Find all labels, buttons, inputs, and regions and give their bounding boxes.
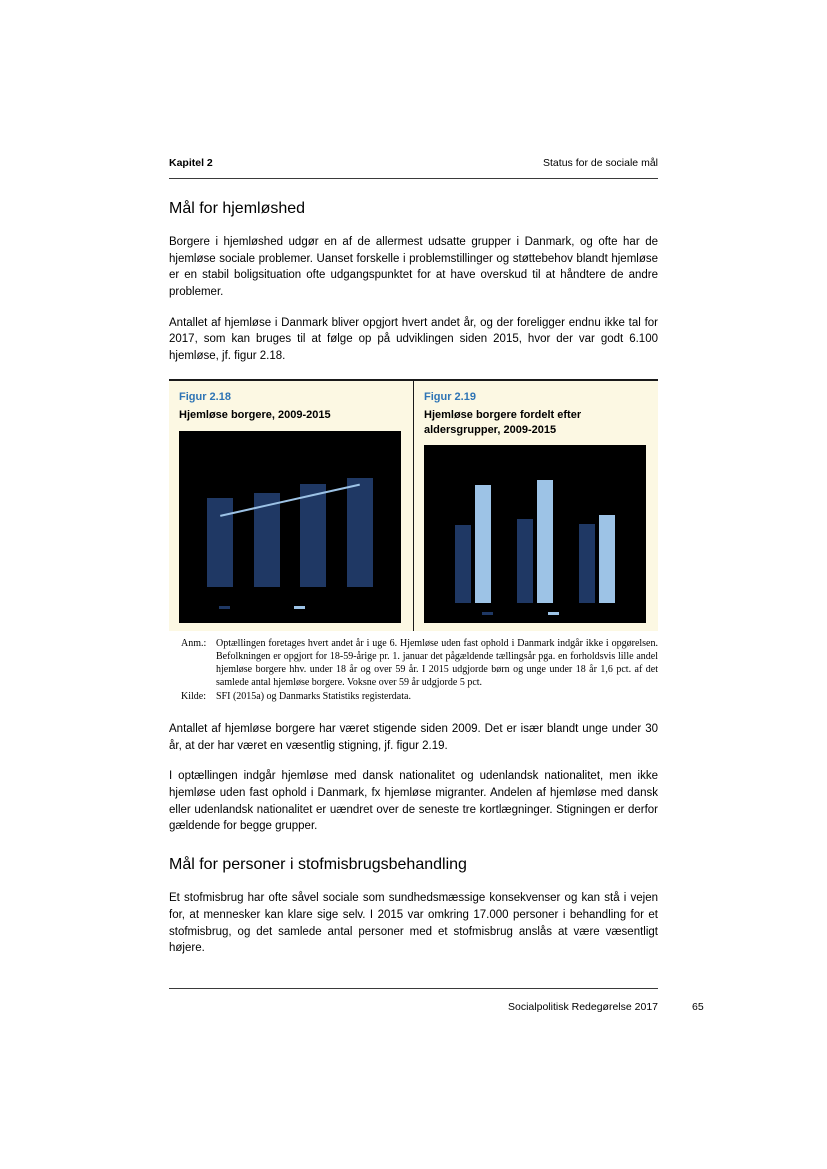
header-rule bbox=[169, 178, 658, 179]
legend-marker-dark bbox=[482, 612, 493, 615]
bar-2-19 bbox=[537, 480, 553, 602]
chapter-label: Kapitel 2 bbox=[169, 157, 213, 169]
chart-2-18 bbox=[179, 431, 401, 623]
bar-group bbox=[455, 459, 491, 603]
figure-block bbox=[169, 379, 658, 631]
chart-2-18-plot bbox=[179, 431, 401, 587]
bar-2-19 bbox=[599, 515, 615, 603]
section-label: Status for de sociale mål bbox=[543, 157, 658, 169]
note-row-anm bbox=[181, 637, 658, 690]
note-row-kilde bbox=[181, 690, 658, 703]
bar-2-19 bbox=[517, 519, 533, 602]
footer-publication: Socialpolitisk Redegørelse 2017 bbox=[508, 1001, 658, 1013]
heading-drug-treatment: Mål for personer i stofmisbrugsbehandling bbox=[169, 856, 467, 874]
figure-2-18-label: Figur 2.18 bbox=[179, 390, 231, 403]
bar-2-19 bbox=[579, 524, 595, 603]
figure-2-19-panel bbox=[413, 381, 658, 631]
bar-2-19 bbox=[455, 525, 471, 603]
legend-marker-light bbox=[294, 606, 305, 609]
chart-2-19-legend bbox=[424, 603, 646, 623]
chart-2-18-legend bbox=[179, 587, 401, 623]
bar-group bbox=[579, 459, 615, 603]
paragraph-3: Antallet af hjemløse borgere har været stigende siden 2009. Det er især blandt unge under 30 år, at der har været en væsentlig stigning, jf. figur 2.19. bbox=[169, 723, 658, 752]
figure-2-19-title: Hjemløse borgere fordelt efter aldersgrupper, 2009-2015 bbox=[424, 409, 582, 436]
paragraph-2: Antallet af hjemløse i Danmark bliver opgjort hvert andet år, og der foreligger endnu ikke tal for 2017, som kan bruges til at følge op på udviklingen siden 2015, hvor der var godt 6.100 hjemløse, jf. figur 2.18. bbox=[169, 316, 658, 362]
chart-2-19-plot bbox=[424, 445, 646, 603]
footer-rule bbox=[169, 988, 658, 989]
source-text: SFI (2015a) og Danmarks Statistiks registerdata. bbox=[216, 690, 411, 702]
paragraph-1: Borgere i hjemløshed udgør en af de allermest udsatte grupper i Danmark, og ofte har de hjemløse sociale problemer. Uanset forskelle i problemstillinger og støttebehov blandt hjemløse er en stabil boligsituation ofte udgangspunktet for at have overskud til at håndtere de andre problemer. bbox=[169, 235, 658, 298]
paragraph-4: I optællingen indgår hjemløse med dansk nationalitet og udenlandsk nationalitet, men ikke hjemløse uden fast ophold i Danmark, fx hjemløse migranter. Andelen af hjemløse med dansk eller udenlandsk nationalitet er uændret over de seneste tre kortlægninger. Stigningen er derfor gældende for begge grupper. bbox=[169, 770, 658, 833]
bar-2-19 bbox=[475, 485, 491, 603]
note-label: Anm.: bbox=[181, 637, 207, 649]
figure-2-18-panel bbox=[169, 381, 413, 631]
paragraph-5: Et stofmisbrug har ofte såvel sociale som sundhedsmæssige konsekvenser og kan stå i vejen for, at mennesker kan klare sige selv. I 2015 var omkring 17.000 personer i behandling for et stofmisbrug, og det samlede antal personer med et stofmisbrug anslås at være væsentligt højere. bbox=[169, 892, 658, 955]
figure-2-18-title: Hjemløse borgere, 2009-2015 bbox=[179, 409, 331, 422]
legend-marker-dark bbox=[219, 606, 230, 609]
running-header bbox=[169, 157, 658, 171]
chart-2-19 bbox=[424, 445, 646, 623]
source-label: Kilde: bbox=[181, 690, 206, 702]
heading-homelessness: Mål for hjemløshed bbox=[169, 199, 306, 217]
figure-notes bbox=[181, 637, 658, 703]
legend-marker-light bbox=[548, 612, 559, 615]
note-text: Optællingen foretages hvert andet år i uge 6. Hjemløse uden fast ophold i Danmark indgår ikke i opgørelsen. Befolkningen er opgjort for 18-59-årige pr. 1. januar det pågældende tællingsår pga. en forholdsvis lille andel hjemløse borgere hhv. under 18 år og over 59 år. I 2015 udgjorde børn og unge under 18 år 1,6 pct. af det samlede antal hjemløse borgere. Voksne over 59 år udgjorde 5 pct. bbox=[216, 637, 658, 689]
figure-2-19-label: Figur 2.19 bbox=[424, 390, 476, 403]
bar-group bbox=[517, 459, 553, 603]
footer-page-number: 65 bbox=[692, 1001, 704, 1013]
grouped-bar-series bbox=[442, 459, 628, 603]
